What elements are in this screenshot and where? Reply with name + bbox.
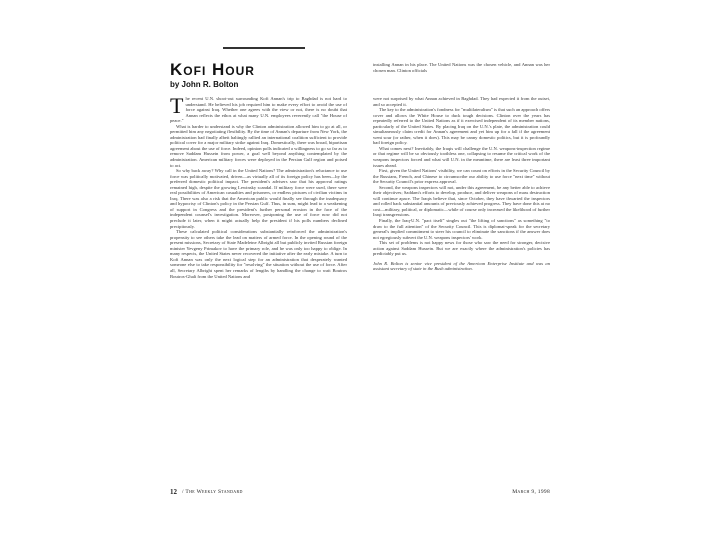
publication-name: / The Weekly Standard	[182, 489, 243, 495]
article-column-right	[373, 96, 550, 484]
page-number: 12	[170, 488, 177, 496]
article-paragraph: were not surprised by what Annan achieved in Baghdad. They had expected it from the outset, and so accepted it.	[373, 96, 550, 107]
article-paragraph: First, given the United Nations' visibility, we can count on efforts in the Security Council by the Russians, French, and Chinese to circumscribe our ability to use force "next time" without the Security Council's prior express approval.	[373, 168, 550, 185]
article-paragraph: Finally, the Iraq-U.N. "pact itself" singles out "the lifting of sanctions" as something "to draw to the full attention" of the Security Council. This is diplomat-speak for the secretary general's implied commitment to steer his council to eliminate the sanctions if the answer does not egregiously subvert the U.N. weapons inspectors' work.	[373, 218, 550, 240]
article-paragraph: What comes next? Inevitably, the Iraqis will challenge the U.N. weapons-inspection regime or that regime will be so obviously toothless one, collapsing to resume the critical work of the weapons inspectors forced and what will U.N. in the meantime, there are least three important issues ahead.	[373, 145, 550, 168]
article-paragraph: So why back away? Why call in the United Nations? The administration's reluctance to use force was politically motivated, driven—as virtually all of its foreign policy has been—by the preferred domestic political impact. The president's advisers saw that his approval ratings remained high, despite the growing Lewinsky scandal. If military force were used, there were real possibilities of American casualties and prisoners, or endless pictures of civilian victims in Iraq. There was also a risk that the American public would finally see through the inadequacy and hypocrisy of Clinton's policy in the Persian Gulf. Thus, in sum, might lead to a weakening of support in Congress and the president's further personal erosion in the face of the independent counsel's investigation. Moreover, postponing the use of force now did not preclude it later, when it might actually help the president if his polls numbers declined precipitously.	[170, 168, 347, 229]
article-paragraph: What is harder to understand is why the Clinton administration allowed him to go at all, or permitted him any negotiating flexibility. By the time of Annan's departure from New York, the administration had finally albeit haltingly rallied an international coalition sufficient to provide political cover for a major military strike against Iraq. Domestically, there was broad, bipartisan agreement about the use of force. Indeed, opinion polls indicated a willingness to go so far as to remove Saddam Hussein from power, a goal well beyond anything contemplated by the administration. American military forces were deployed in the Persian Gulf region and poised to act.	[170, 123, 347, 168]
magazine-page	[170, 40, 550, 510]
author-bio: John R. Bolton is senior vice president of the American Enterprise Institute and was an assistant secretary of state in the Bush administration.	[373, 260, 550, 272]
article-column-right-top	[373, 62, 550, 86]
article-column-left	[170, 96, 347, 484]
article-paragraph: The key to the administration's fondness for "multilateralism" is that such an approach offers cover and allows the White House to duck tough decisions. Clinton over the years has repeatedly referred to the United Nations as if it exercised independent of its member nations, particularly of the United States. By placing Iraq on the U.N.'s plate, the administration could simultaneously claim credit for Annan's agreement and yet him up for a fall if the agreement went sour (or rather, when it does). This may be canny domestic politics, but it is profoundly bad foreign policy.	[373, 107, 550, 146]
article-paragraph: Second, the weapons inspectors will not, under this agreement, be any better able to achieve their objectives; Saddam's efforts to develop, produce, and deliver weapons of mass destruction will continue apace. The Iraqis believe that, since October, they have thwarted the inspectors and rolled back substantial amounts of previously achieved progress. They have done this at no cost—military, political, or diplomatic—while of course only increased the likelihood of further Iraqi transgressions.	[373, 184, 550, 218]
article-byline: by John R. Bolton	[170, 80, 239, 89]
drop-cap: T	[170, 96, 184, 118]
top-rule	[223, 47, 305, 49]
article-paragraph: installing Annan in his place. The United Nations was the chosen vehicle, and Annan was her chosen man. Clinton officials	[373, 62, 550, 73]
page-footer	[170, 488, 550, 496]
article-paragraph: The recent U.N. shoot-out surrounding Kofi Annan's trip to Baghdad is not hard to understand. He believed his job required him to make every effort to avoid the use of force against Iraq. Whether one agrees with the view or not, there is no doubt that Annan reflects the ethos at what many U.N. employees reverently call "the House of peace."	[170, 96, 347, 124]
article-headline: Kofi Hour	[170, 60, 255, 79]
issue-date: March 9, 1998	[512, 489, 550, 495]
article-paragraph: This set of problems is not happy news for those who saw the need for stronger, decisive action against Saddam Hussein. But we are exactly where the administration's policies has predictably put us.	[373, 240, 550, 257]
article-paragraph: These calculated political considerations substantially reinforced the administration's propensity to see others take the lead on matters of armed force. In the opening round of the present missions, Secretary of State Madeleine Albright all but publicly invited Russian foreign minister Yevgeny Primakov to have the primary role, and he was only too happy to oblige. In many respects, the United States never recovered the initiative after the early mistake. A turn to Kofi Annan was only the next logical step for an administration that desperately wanted someone else to take responsibility for "resolving" the situation without the use of force. After all, Secretary Albright spent her remarks of lengths by handling the change to wait Boutros Boutros-Ghali from the United Nations and	[170, 229, 347, 279]
